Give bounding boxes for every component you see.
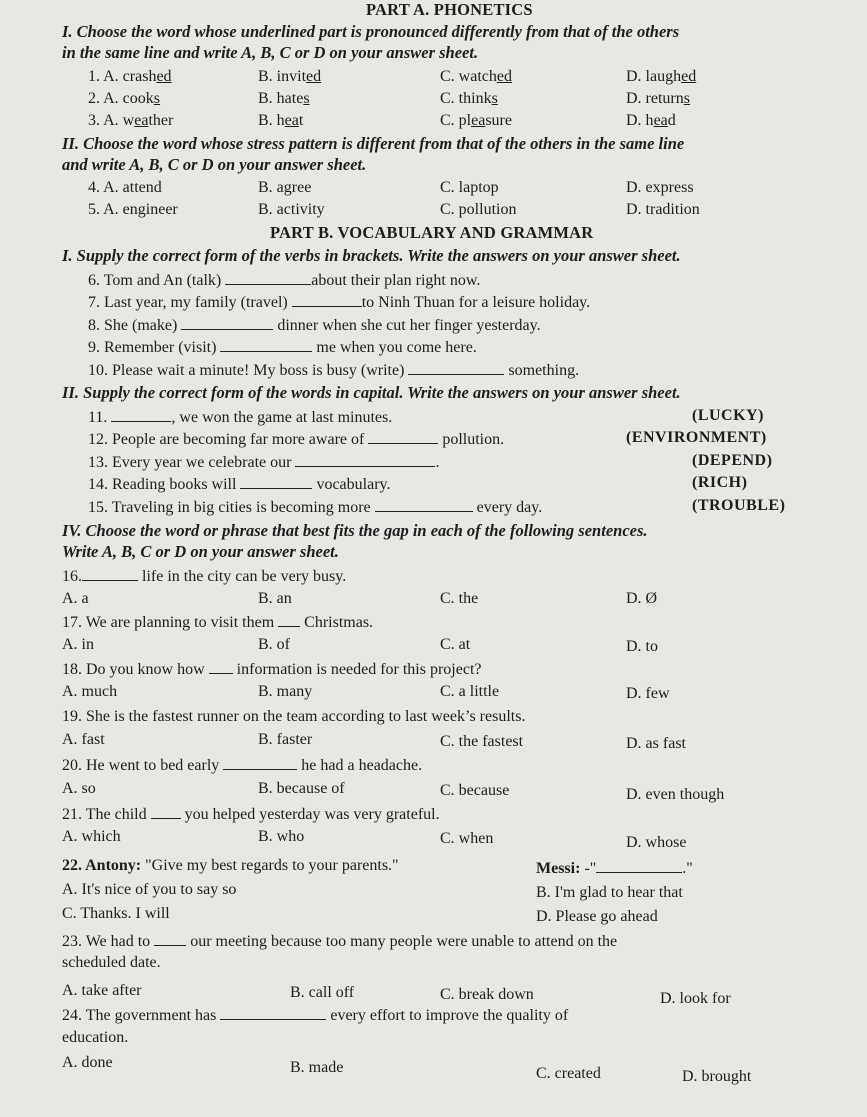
q19-option-a: A. fast bbox=[62, 731, 105, 748]
q2-option-d: D. returns bbox=[626, 90, 690, 107]
q11: 11. , we won the game at last minutes. bbox=[88, 409, 393, 426]
q21-option-d: D. whose bbox=[626, 834, 687, 851]
q21-option-b: B. who bbox=[258, 828, 305, 845]
q21-blank[interactable] bbox=[151, 804, 181, 819]
q17: 17. We are planning to visit them Christmas. bbox=[62, 614, 374, 631]
q3-option-a: 3. A. weather bbox=[88, 112, 174, 129]
q10: 10. Please wait a minute! My boss is busy (write) something. bbox=[88, 362, 580, 379]
q23-option-c: C. break down bbox=[440, 986, 534, 1003]
q3-option-b: B. heat bbox=[258, 112, 304, 129]
q22-reply: Messi: -" ." bbox=[536, 860, 693, 877]
q24-option-c: C. created bbox=[536, 1065, 601, 1082]
q13-blank[interactable] bbox=[295, 452, 435, 467]
q7-blank[interactable] bbox=[292, 292, 362, 307]
q17-option-b: B. of bbox=[258, 636, 290, 653]
q22-blank[interactable] bbox=[596, 858, 682, 873]
q2-option-a: 2. A. cooks bbox=[88, 90, 161, 107]
q8: 8. She (make) dinner when she cut her finger yesterday. bbox=[88, 317, 541, 334]
q19-option-b: B. faster bbox=[258, 731, 313, 748]
q20-option-a: A. so bbox=[62, 780, 96, 797]
q20-option-b: B. because of bbox=[258, 780, 345, 797]
q13: 13. Every year we celebrate our . bbox=[88, 454, 440, 471]
q11-capital: (LUCKY) bbox=[692, 407, 764, 424]
q12: 12. People are becoming far more aware of pollution. bbox=[88, 431, 505, 448]
q11-blank[interactable] bbox=[111, 407, 171, 422]
q24-option-d: D. brought bbox=[682, 1068, 752, 1085]
q13-capital: (DEPEND) bbox=[692, 452, 773, 469]
q20: 20. He went to bed early he had a headache. bbox=[62, 757, 423, 774]
q2-option-c: C. thinks bbox=[440, 90, 498, 107]
q6-blank[interactable] bbox=[225, 270, 311, 285]
q22-option-b: B. I'm glad to hear that bbox=[536, 884, 683, 901]
q23: 23. We had to our meeting because too many people were unable to attend on the bbox=[62, 933, 618, 950]
q1-option-c: C. watched bbox=[440, 68, 512, 85]
q18: 18. Do you know how information is needed for this project? bbox=[62, 661, 482, 678]
q1-option-a: 1. A. crashed bbox=[88, 68, 172, 85]
q24-blank[interactable] bbox=[220, 1005, 326, 1020]
q5-option-c: C. pollution bbox=[440, 201, 517, 218]
q18-option-c: C. a little bbox=[440, 683, 500, 700]
q14-blank[interactable] bbox=[240, 474, 312, 489]
q5-option-a: 5. A. engineer bbox=[88, 201, 178, 218]
q14: 14. Reading books will vocabulary. bbox=[88, 476, 391, 493]
q16-option-b: B. an bbox=[258, 590, 292, 607]
q23-line2: scheduled date. bbox=[62, 954, 161, 971]
q22-option-d: D. Please go ahead bbox=[536, 908, 658, 925]
q16-option-c: C. the bbox=[440, 590, 479, 607]
q20-option-c: C. because bbox=[440, 782, 510, 799]
q15-capital: (TROUBLE) bbox=[692, 497, 786, 514]
part-a-sec1-line1: I. Choose the word whose underlined part is pronounced differently from that of the others bbox=[62, 22, 680, 41]
q23-blank[interactable] bbox=[154, 931, 186, 946]
q5-option-b: B. activity bbox=[258, 201, 325, 218]
q23-option-a: A. take after bbox=[62, 982, 142, 999]
q4-option-b: B. agree bbox=[258, 179, 312, 196]
q9-blank[interactable] bbox=[220, 337, 312, 352]
q16-option-a: A. a bbox=[62, 590, 89, 607]
q16-blank[interactable] bbox=[82, 566, 138, 581]
part-a-sec1-line2: in the same line and write A, B, C or D on your answer sheet. bbox=[62, 43, 479, 62]
q4-option-c: C. laptop bbox=[440, 179, 499, 196]
q22-option-c: C. Thanks. I will bbox=[62, 905, 170, 922]
part-b-title: PART B. VOCABULARY AND GRAMMAR bbox=[270, 223, 594, 242]
q24-option-a: A. done bbox=[62, 1054, 113, 1071]
q12-capital: (ENVIRONMENT) bbox=[626, 429, 767, 446]
q18-option-a: A. much bbox=[62, 683, 118, 700]
q19-option-d: D. as fast bbox=[626, 735, 686, 752]
q16: 16. life in the city can be very busy. bbox=[62, 568, 347, 585]
q3-option-c: C. pleasure bbox=[440, 112, 512, 129]
q22-option-a: A. It's nice of you to say so bbox=[62, 881, 237, 898]
q1-option-b: B. invited bbox=[258, 68, 322, 85]
q23-option-b: B. call off bbox=[290, 984, 355, 1001]
q1-option-d: D. laughed bbox=[626, 68, 697, 85]
q14-capital: (RICH) bbox=[692, 474, 748, 491]
q4-option-a: 4. A. attend bbox=[88, 179, 162, 196]
q21-option-a: A. which bbox=[62, 828, 121, 845]
q17-option-d: D. to bbox=[626, 638, 658, 655]
q24-option-b: B. made bbox=[290, 1059, 344, 1076]
part-a-sec2-line1: II. Choose the word whose stress pattern is different from that of the others in the same line bbox=[62, 134, 685, 153]
q2-option-b: B. hates bbox=[258, 90, 310, 107]
part-b-sec1: I. Supply the correct form of the verbs in brackets. Write the answers on your answer sheet. bbox=[62, 246, 681, 265]
q19: 19. She is the fastest runner on the team according to last week’s results. bbox=[62, 708, 526, 725]
q22: 22. Antony: "Give my best regards to your parents." bbox=[62, 857, 399, 874]
q12-blank[interactable] bbox=[368, 429, 438, 444]
q4-option-d: D. express bbox=[626, 179, 694, 196]
q16-option-d: D. Ø bbox=[626, 590, 658, 607]
q8-blank[interactable] bbox=[181, 315, 273, 330]
part-a-title: PART A. PHONETICS bbox=[366, 0, 533, 19]
q18-option-d: D. few bbox=[626, 685, 670, 702]
q15-blank[interactable] bbox=[375, 497, 473, 512]
q19-option-c: C. the fastest bbox=[440, 733, 524, 750]
q20-option-d: D. even though bbox=[626, 786, 725, 803]
q3-option-d: D. head bbox=[626, 112, 676, 129]
q9: 9. Remember (visit) me when you come here. bbox=[88, 339, 477, 356]
q17-option-c: C. at bbox=[440, 636, 471, 653]
q24-line2: education. bbox=[62, 1029, 129, 1046]
q21-option-c: C. when bbox=[440, 830, 494, 847]
part-b-sec4-line1: IV. Choose the word or phrase that best fits the gap in each of the following sentences. bbox=[62, 521, 648, 540]
q10-blank[interactable] bbox=[408, 360, 504, 375]
q18-blank[interactable] bbox=[209, 659, 233, 674]
q23-option-d: D. look for bbox=[660, 990, 731, 1007]
q7: 7. Last year, my family (travel) to Ninh Thuan for a leisure holiday. bbox=[88, 294, 591, 311]
q17-option-a: A. in bbox=[62, 636, 94, 653]
q5-option-d: D. tradition bbox=[626, 201, 700, 218]
q6: 6. Tom and An (talk) about their plan right now. bbox=[88, 272, 481, 289]
q17-blank[interactable] bbox=[278, 612, 300, 627]
part-a-sec2-line2: and write A, B, C or D on your answer sheet. bbox=[62, 155, 367, 174]
q15: 15. Traveling in big cities is becoming more every day. bbox=[88, 499, 543, 516]
q21: 21. The child you helped yesterday was very grateful. bbox=[62, 806, 440, 823]
q20-blank[interactable] bbox=[223, 755, 297, 770]
part-b-sec2: II. Supply the correct form of the words in capital. Write the answers on your answer sheet. bbox=[62, 383, 681, 402]
q18-option-b: B. many bbox=[258, 683, 313, 700]
q24: 24. The government has every effort to improve the quality of bbox=[62, 1007, 569, 1024]
part-b-sec4-line2: Write A, B, C or D on your answer sheet. bbox=[62, 542, 339, 561]
